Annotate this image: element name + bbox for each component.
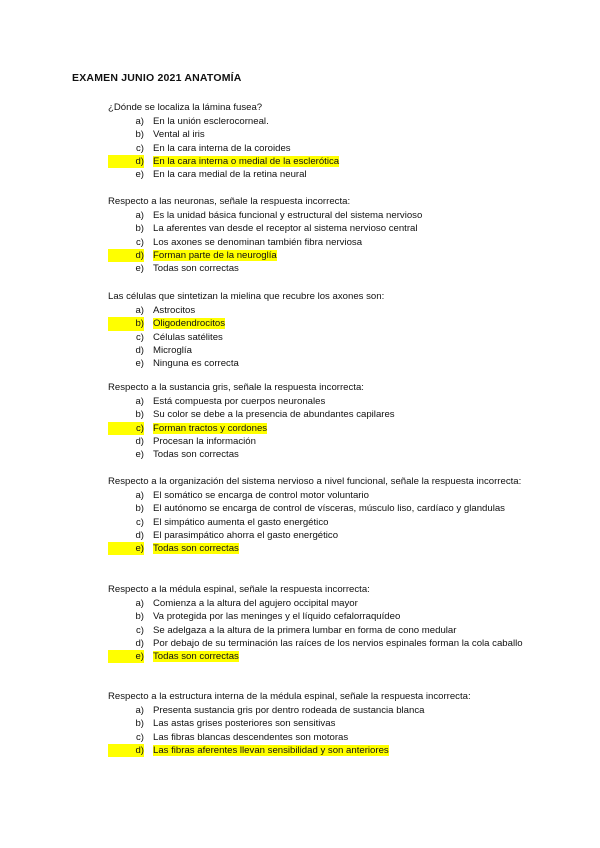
option-b: b) Va protegida por las meninges y el líquido cefalorraquídeo: [135, 611, 401, 623]
options-list: [108, 304, 538, 370]
option-e: e) Todas son correctas: [135, 263, 239, 275]
question-2: [108, 195, 538, 275]
option-text: Ninguna es correcta: [153, 358, 239, 370]
option-text: Se adelgaza a la altura de la primera lumbar en forma de cono medular: [153, 624, 457, 636]
question-text: Respecto a la médula espinal, señale la respuesta incorrecta:: [108, 584, 370, 595]
question-5: [108, 475, 528, 555]
option-text: Por debajo de su terminación las raíces de los nervios espinales forman la cola caballo: [153, 637, 523, 649]
option-d: d) El parasimpático ahorra el gasto energético: [135, 529, 339, 541]
option-text: En la cara interna o medial de la esclerótica: [153, 155, 340, 167]
question-text: Respecto a la organización del sistema nervioso a nivel funcional, señale la respuesta incorrecta:: [108, 476, 522, 487]
option-d: d) Por debajo de su terminación las raíces de los nervios espinales forman la cola caballo: [135, 637, 523, 649]
options-list: [108, 489, 528, 555]
option-text: Todas son correctas: [153, 543, 239, 555]
option-e-highlighted: e) Todas son correctas: [108, 650, 538, 663]
option-c: c) Se adelgaza a la altura de la primera lumbar en forma de cono medular: [136, 624, 457, 636]
question-6: [108, 583, 538, 663]
option-c: c) Los axones se denominan también fibra nerviosa: [136, 236, 363, 248]
option-c: c) Células satélites: [136, 331, 223, 343]
option-text: El autónomo se encarga de control de vísceras, músculo liso, cardíaco y glandulas: [153, 503, 505, 515]
option-a: a) Comienza a la altura del agujero occipital mayor: [135, 598, 358, 610]
option-text: Procesan la información: [153, 435, 256, 447]
options-list: [108, 704, 548, 757]
option-b: b) Su color se debe a la presencia de abundantes capilares: [135, 409, 395, 421]
option-c: c) El simpático aumenta el gasto energético: [136, 516, 329, 528]
option-text: Presenta sustancia gris por dentro rodeada de sustancia blanca: [153, 705, 425, 717]
option-e: e) Ninguna es correcta: [135, 358, 239, 370]
option-a: a) Presenta sustancia gris por dentro rodeada de sustancia blanca: [135, 705, 425, 717]
option-text: Microglía: [153, 344, 192, 356]
question-3: [108, 290, 538, 370]
option-text: En la cara interna de la coroides: [153, 142, 291, 154]
option-c: c) Las fibras blancas descendentes son motoras: [136, 731, 349, 743]
option-a: a) En la unión esclerocorneal.: [135, 116, 269, 128]
option-e-highlighted: e) Todas son correctas: [108, 542, 528, 555]
option-text: En la unión esclerocorneal.: [153, 116, 269, 128]
option-d-highlighted: d) En la cara interna o medial de la esclerótica: [108, 155, 538, 168]
option-text: Forman parte de la neuroglía: [153, 249, 277, 261]
option-b: b) La aferentes van desde el receptor al sistema nervioso central: [135, 223, 418, 235]
option-text: Todas son correctas: [153, 449, 239, 461]
option-text: Su color se debe a la presencia de abundantes capilares: [153, 409, 395, 421]
option-text: La aferentes van desde el receptor al sistema nervioso central: [153, 223, 418, 235]
question-text: ¿Dónde se localiza la lámina fusea?: [108, 102, 263, 113]
option-text: Las astas grises posteriores son sensitivas: [153, 718, 336, 730]
option-e: e) Todas son correctas: [135, 449, 239, 461]
option-text: Todas son correctas: [153, 651, 239, 663]
option-text: Es la unidad básica funcional y estructural del sistema nervioso: [153, 210, 423, 222]
option-text: Forman tractos y cordones: [153, 422, 268, 434]
question-7: [108, 690, 548, 757]
option-d: d) Microglía: [135, 344, 192, 356]
option-d: d) Procesan la información: [135, 435, 256, 447]
question-text: Las células que sintetizan la mielina que recubre los axones son:: [108, 291, 385, 302]
question-text: Respecto a las neuronas, señale la respuesta incorrecta:: [108, 196, 351, 207]
option-text: El parasimpático ahorra el gasto energético: [153, 529, 339, 541]
option-text: En la cara medial de la retina neural: [153, 169, 307, 181]
options-list: [108, 395, 538, 461]
option-text: Células satélites: [153, 331, 223, 343]
option-text: Va protegida por las meninges y el líquido cefalorraquídeo: [153, 611, 401, 623]
option-text: Comienza a la altura del agujero occipital mayor: [153, 598, 358, 610]
exam-title: EXAMEN JUNIO 2021 ANATOMÍA: [72, 72, 242, 84]
question-text: Respecto a la estructura interna de la médula espinal, señale la respuesta incorrecta:: [108, 691, 471, 702]
options-list: [108, 597, 538, 663]
option-text: Las fibras blancas descendentes son motoras: [153, 731, 349, 743]
option-a: a) Astrocitos: [135, 305, 196, 317]
option-b: b) El autónomo se encarga de control de vísceras, músculo liso, cardíaco y glandulas: [135, 503, 505, 515]
options-list: [108, 115, 538, 181]
option-text: Las fibras aferentes llevan sensibilidad y son anteriores: [153, 744, 389, 756]
option-c: c) En la cara interna de la coroides: [136, 142, 291, 154]
question-text: Respecto a la sustancia gris, señale la respuesta incorrecta:: [108, 382, 364, 393]
option-text: Vental al iris: [153, 129, 205, 141]
option-text: Oligodendrocitos: [153, 318, 225, 330]
option-text: Astrocitos: [153, 305, 196, 317]
option-text: El simpático aumenta el gasto energético: [153, 516, 329, 528]
options-list: [108, 209, 538, 275]
option-b: b) Vental al iris: [135, 129, 205, 141]
option-a: a) Es la unidad básica funcional y estructural del sistema nervioso: [135, 210, 423, 222]
option-text: El somático se encarga de control motor voluntario: [153, 490, 369, 502]
option-e: e) En la cara medial de la retina neural: [135, 169, 307, 181]
option-text: Los axones se denominan también fibra nerviosa: [153, 236, 363, 248]
option-a: a) El somático se encarga de control motor voluntario: [135, 490, 369, 502]
option-text: Está compuesta por cuerpos neuronales: [153, 396, 326, 408]
option-d-highlighted: d) Las fibras aferentes llevan sensibilidad y son anteriores: [108, 744, 548, 757]
option-b-highlighted: b) Oligodendrocitos: [108, 317, 538, 330]
question-1: [108, 101, 538, 181]
option-text: Todas son correctas: [153, 263, 239, 275]
option-d-highlighted: d) Forman parte de la neuroglía: [108, 249, 538, 262]
option-c-highlighted: c) Forman tractos y cordones: [108, 422, 538, 435]
option-b: b) Las astas grises posteriores son sensitivas: [135, 718, 336, 730]
question-4: [108, 381, 538, 461]
option-a: a) Está compuesta por cuerpos neuronales: [135, 396, 326, 408]
